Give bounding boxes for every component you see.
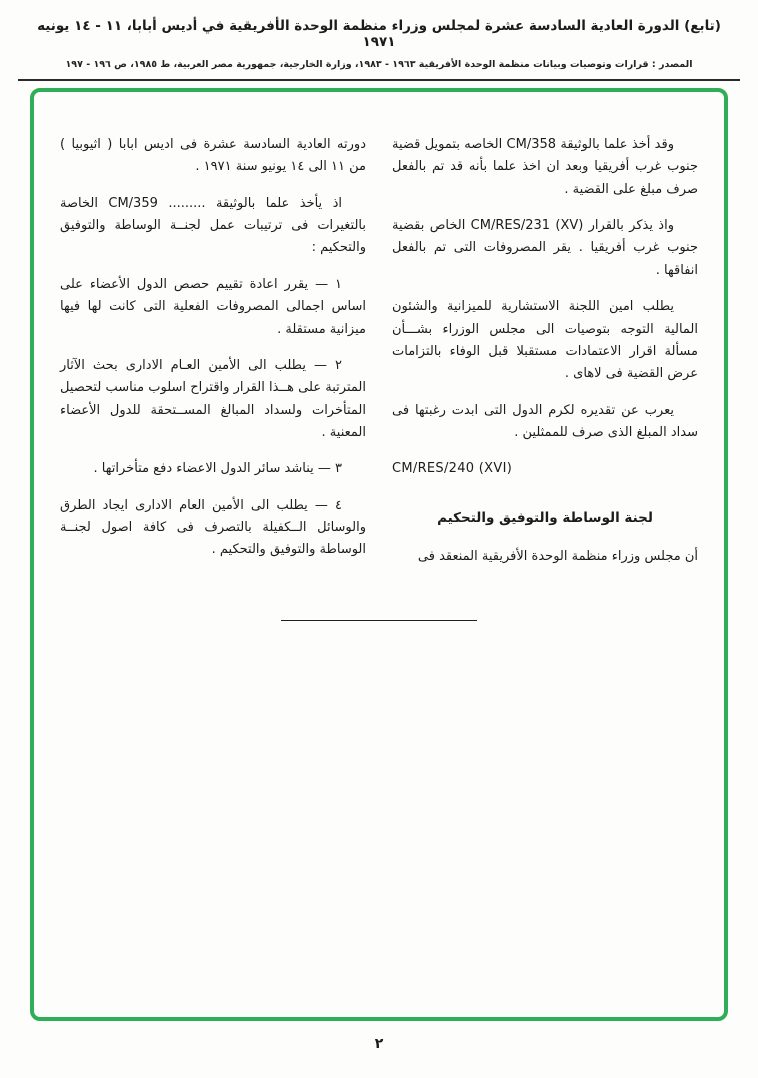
- column-right: [392, 134, 698, 582]
- paragraph-council-intro: أن مجلس وزراء منظمة الوحدة الأفريقية المنعقد فى: [417, 548, 698, 564]
- resolution-item-1: ١ — يقرر اعادة تقييم حصص الدول الأعضاء على اساس اجمالى المصروفات الفعلية التى كانت لها فيها ميزانية مستقلة .: [60, 276, 366, 337]
- two-column-layout: [60, 134, 698, 582]
- content-frame: [30, 88, 728, 1021]
- paragraph-cm358: وقد أخذ علما بالوثيقة CM/358 الخاصه بتمويل قضية جنوب غرب أفريقيا وبعد ان اخذ علما بأنه قد تم بالفعل صرف مبلغ على القضية .: [392, 137, 698, 197]
- header-divider: [18, 79, 740, 81]
- paragraph-cmres231: واذ يذكر بالقرار CM/RES/231 (XV) الخاص بقضية جنوب غرب أفريقيا . يقر المصروفات التى تم بالفعل انفاقها .: [392, 218, 698, 278]
- document-title: (تابع) الدورة العادية السادسة عشرة لمجلس وزراء منظمة الوحدة الأفريقية في أديس أبابا، ١١ - ١٤ يونيه ١٩٧١: [37, 18, 721, 50]
- paragraph-appreciation: يعرب عن تقديره لكرم الدول التى ابدت رغبتها فى سداد المبلغ الذى صرف للممثلين .: [392, 402, 698, 440]
- source-citation: المصدر : قرارات وتوصيات وبيانات منظمة الوحدة الأفريقية ١٩٦٣ - ١٩٨٣، وزارة الخارجية، جمهورية مصر العربية، ط ١٩٨٥، ص ١٩٦ - ١٩٧: [65, 59, 693, 70]
- page-header: [0, 0, 758, 81]
- section-divider: [281, 620, 477, 621]
- section-heading-mediation-committee: لجنة الوساطة والتوفيق والتحكيم: [437, 509, 653, 526]
- resolution-item-4: ٤ — يطلب الى الأمين العام الادارى ايجاد الطرق والوسائل الــكفيلة بالتصرف فى كافة اصول لجنــة الوساطة والتوفيق والتحكيم .: [60, 497, 366, 558]
- page-number: ٢: [374, 1036, 384, 1052]
- paragraph-cm359: اذ يأخذ علما بالوثيقة ......... CM/359 الخاصة بالتغيرات فى ترتيبات عمل لجنــة الوساطة والتوفيق والتحكيم :: [60, 195, 366, 256]
- column-left: [60, 134, 366, 582]
- paragraph-budget-committee: يطلب امين اللجنة الاستشارية للميزانية والشئون المالية التوجه بتوصيات الى مجلس الوزراء بشـــأن مسألة اقرار الاعتمادات مستقبلا قبل الوفاء بالتزامات عرض القضية فى لاهاى .: [392, 299, 698, 382]
- resolution-item-2: ٢ — يطلب الى الأمين العـام الادارى بحث الآثار المترتبة على هــذا القرار واقتراح اسلوب مناسب لتحصيل المتأخرات ولسداد المبالغ المســتحقة للدول الأعضاء المعنية .: [60, 357, 366, 440]
- paragraph-session-continuation: دورته العادية السادسة عشرة فى اديس ابابا ( اثيوبيا ) من ١١ الى ١٤ يونيو سنة ١٩٧١ .: [60, 137, 366, 175]
- resolution-item-3: ٣ — يناشد سائر الدول الاعضاء دفع متأخراتها .: [93, 461, 342, 477]
- resolution-reference: CM/RES/240 (XVI): [392, 461, 513, 477]
